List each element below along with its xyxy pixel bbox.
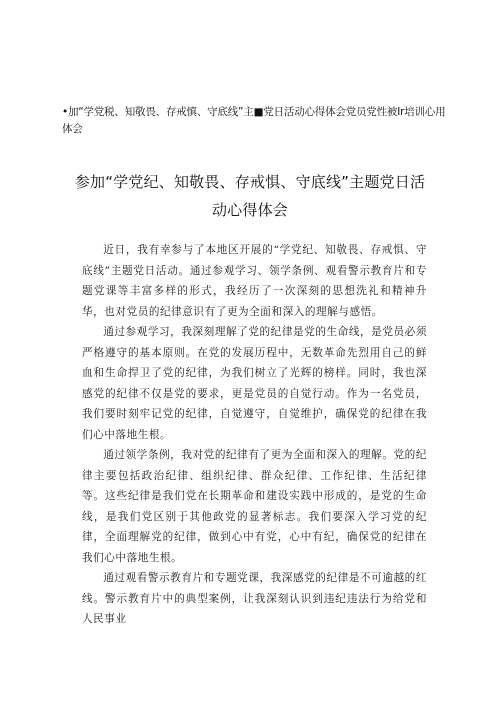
- paragraph: 近日，我有幸参与了本地区开展的“学党纪、知敬畏、存戒惧、守底线”主题党日活动。通过参观学习、领学条例、观看警示教育片和专题党课等丰富多样的形式，我经历了一次深刻的思想洗礼和精神升华，也对党员的纪律意识有了更为全面和深入的理解与感悟。: [82, 244, 427, 318]
- document-header-line: •加“学党税、知敬畏、存戒慎、守底线”主■党日活动心得体会党员党性被Ir培训心用体会: [62, 106, 446, 135]
- paragraph: 通过观看警示教育片和专题党课，我深感党的纪律是不可逾越的红线。警示教育片中的典型案例，让我深刻认识到违纪违法行为给党和人民事业: [82, 572, 427, 625]
- paragraph: 通过参观学习，我深刻理解了党的纪律是党的生命线，是党员必须严格遵守的基本原则。在党的发展历程中，无数革命先烈用自己的鲜血和生命捍卫了党的纪律，为我们树立了光辉的榜样。同时，我也深感党的纪律不仅是党的要求，更是党员的自觉行动。作为一名党员，我们要时刻牢记党的纪律，自觉遵守，自觉维护，确保党的纪律在我们心中落地生根。: [82, 326, 427, 441]
- paragraph: 通过领学条例，我对党的纪律有了更为全面和深入的理解。党的纪律主要包括政治纪律、组织纪律、群众纪律、工作纪律、生活纪律等。这些纪律是我们党在长期革命和建设实践中形成的，是党的生命线，是我们党区别于其他政党的显著标志。我们要深入学习党的纪律，全面理解党的纪律，做到心中有党，心中有纪，确保党的纪律在我们心中落地生根。: [82, 449, 427, 564]
- document-body: [82, 240, 427, 630]
- document-title: 参加“学党纪、知敬畏、存戒惧、守底线”主题党日活动心得体会: [74, 173, 426, 219]
